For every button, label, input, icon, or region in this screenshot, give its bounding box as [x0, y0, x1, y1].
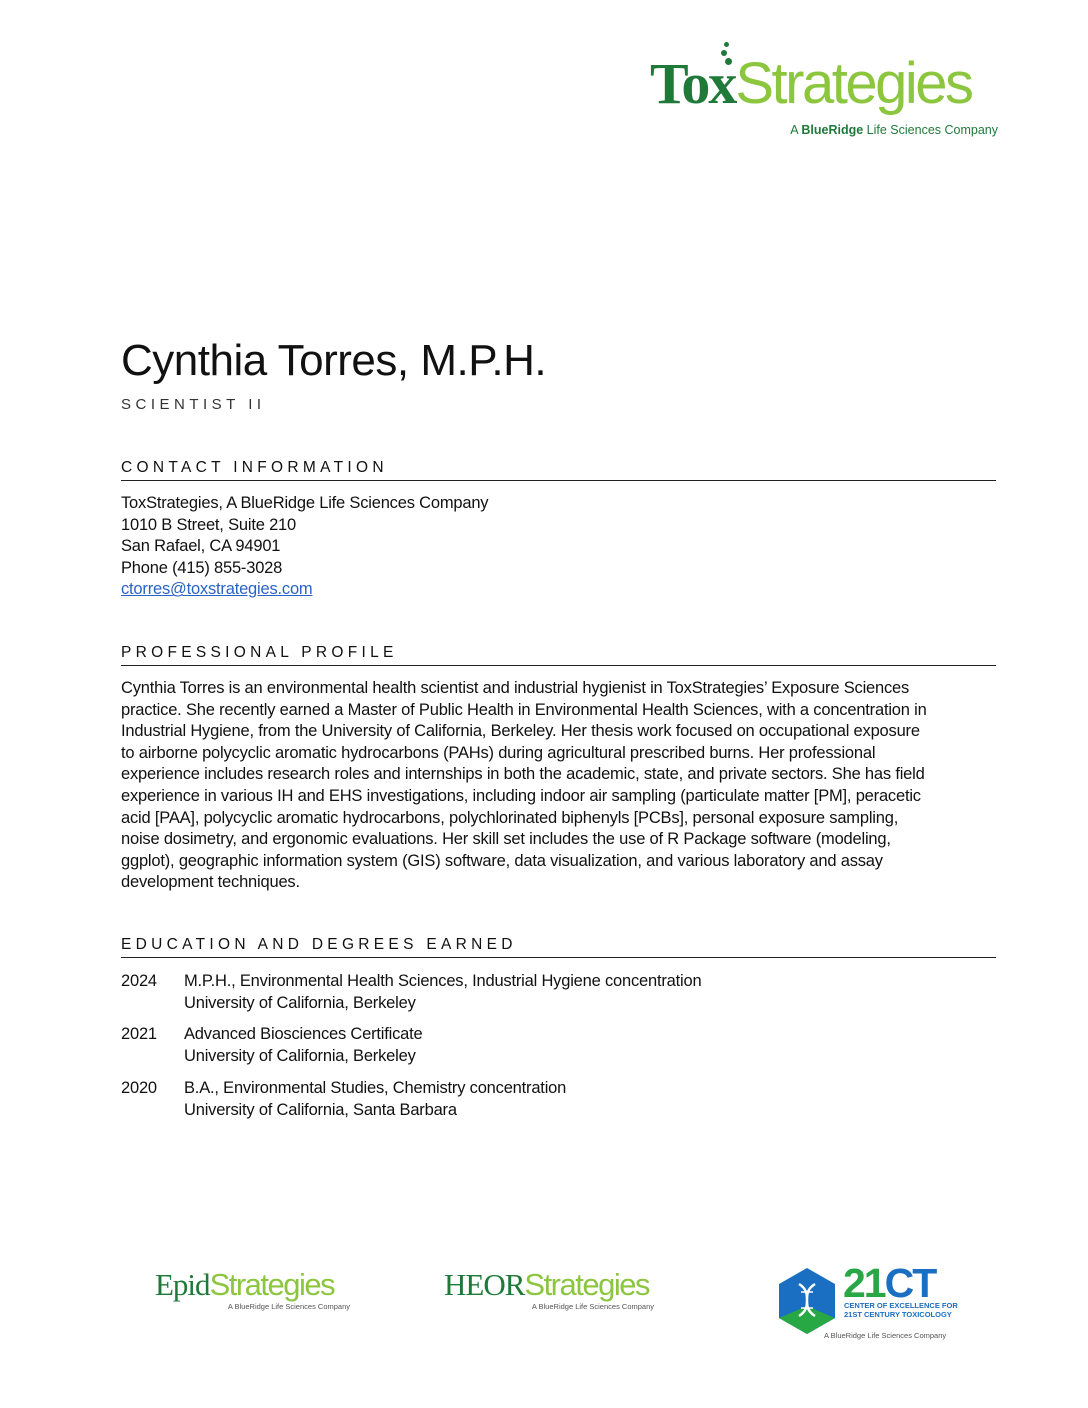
education-detail	[184, 1024, 422, 1067]
logo-wordmark: ToxStrategies	[650, 51, 972, 116]
education-degree: M.P.H., Environmental Health Sciences, Industrial Hygiene concentration	[184, 972, 702, 990]
21ct-tagline: A BlueRidge Life Sciences Company	[824, 1331, 947, 1340]
epid-tagline: A BlueRidge Life Sciences Company	[227, 1302, 350, 1311]
education-degree: Advanced Biosciences Certificate	[184, 1025, 423, 1043]
heorstrategies-logo	[444, 1268, 654, 1332]
profile-line: experience in various IH and EHS investigations, including indoor air sampling (particulate matter [PM], peracetic	[121, 786, 921, 805]
profile-line: experience includes research roles and internships in both the academic, state, and private sectors. She has field	[121, 765, 925, 784]
contact-email-link[interactable]: ctorres@toxstrategies.com	[121, 580, 313, 599]
education-degree: B.A., Environmental Studies, Chemistry concentration	[184, 1079, 567, 1097]
education-school: University of California, Santa Barbara	[184, 1100, 457, 1119]
contact-heading: CONTACT INFORMATION	[121, 459, 996, 481]
contact-block	[121, 493, 488, 601]
toxstrategies-logo	[650, 42, 1000, 142]
education-year: 2021	[121, 1025, 157, 1043]
education-entry	[121, 1024, 991, 1068]
education-entry	[121, 1078, 991, 1122]
21ct-logo	[777, 1260, 977, 1340]
heor-tagline: A BlueRidge Life Sciences Company	[531, 1302, 654, 1311]
epidstrategies-logo	[155, 1268, 350, 1332]
epid-wordmark: EpidStrategies	[155, 1267, 335, 1302]
education-school: University of California, Berkeley	[184, 1046, 416, 1065]
contact-phone: Phone (415) 855-3028	[121, 558, 283, 577]
profile-line: to airborne polycyclic aromatic hydrocarbons (PAHs) during agricultural prescribed burns. Her professional	[121, 743, 876, 762]
21ct-subtitle: CENTER OF EXCELLENCE FOR 21ST CENTURY TOXICOLOGY	[844, 1301, 958, 1319]
education-year: 2024	[121, 972, 157, 990]
profile-line: noise dosimetry, and ergonomic evaluations. Her skill set includes the use of R Package software (modeling,	[121, 830, 891, 849]
hexagon-dna-icon	[777, 1266, 837, 1336]
person-title: SCIENTIST II	[121, 396, 266, 413]
education-heading: EDUCATION AND DEGREES EARNED	[121, 936, 996, 958]
contact-address-line1: 1010 B Street, Suite 210	[121, 515, 296, 534]
profile-line: development techniques.	[121, 873, 300, 892]
heor-wordmark: HEORStrategies	[444, 1267, 649, 1302]
person-name: Cynthia Torres, M.P.H.	[121, 336, 547, 385]
profile-text	[121, 678, 991, 894]
profile-line: acid [PAA], polycyclic aromatic hydrocarbons, polychlorinated biphenyls [PCBs], personal exposure sampling,	[121, 808, 899, 827]
education-entry	[121, 971, 991, 1015]
contact-company: ToxStrategies, A BlueRidge Life Sciences Company	[121, 494, 489, 512]
education-year: 2020	[121, 1079, 157, 1097]
profile-line: Cynthia Torres is an environmental health scientist and industrial hygienist in ToxStrategies’ Exposure Sciences	[121, 679, 910, 697]
21ct-wordmark: 21CT	[843, 1260, 936, 1306]
profile-heading: PROFESSIONAL PROFILE	[121, 644, 996, 666]
education-detail	[184, 971, 701, 1014]
education-detail	[184, 1078, 566, 1121]
profile-line: practice. She recently earned a Master of Public Health in Environmental Health Sciences, with a concentration in	[121, 700, 927, 719]
profile-line: Industrial Hygiene, from the University of California, Berkeley. Her thesis work focused on occupational exposure	[121, 722, 920, 741]
profile-line: ggplot), geographic information system (GIS) software, data visualization, and various laboratory and assay	[121, 851, 883, 870]
logo-tagline: A BlueRidge Life Sciences Company	[790, 123, 998, 137]
education-school: University of California, Berkeley	[184, 993, 416, 1012]
contact-address-line2: San Rafael, CA 94901	[121, 537, 281, 556]
